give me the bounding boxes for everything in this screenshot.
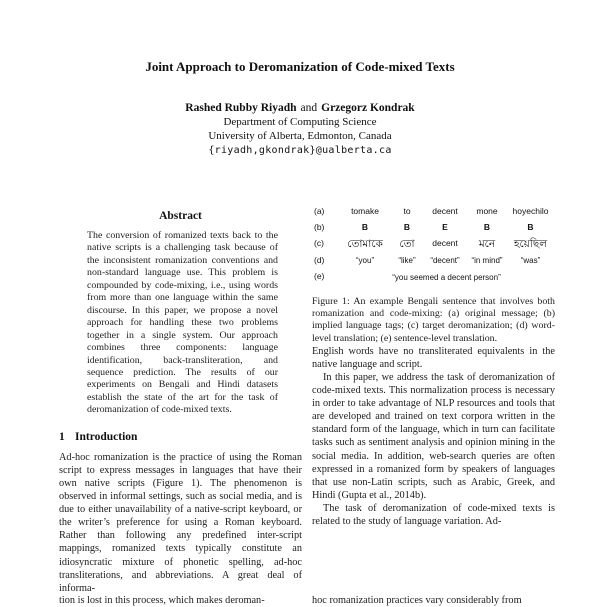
figure1-row-label: (c) <box>314 238 324 248</box>
figure1-caption: Figure 1: An example Bengali sentence that involves both romanization and code-mixing: (a) original message; (b) implied language tags; (c) target deromanization; (d) word-level translation; (e) sentence-level translation. <box>312 296 555 344</box>
paper-title: Joint Approach to Deromanization of Code-mixed Texts <box>145 59 455 74</box>
figure1-row-label: (b) <box>314 221 325 232</box>
right-column <box>312 203 555 593</box>
right-column-clipped-line: hoc romanization practices vary considerably from <box>312 595 522 606</box>
figure1-gloss: “in mind” <box>471 255 503 265</box>
author-emails: {riyadh,gkondrak}@ualberta.ca <box>208 145 392 156</box>
figure1-native-word: decent <box>432 238 458 248</box>
figure1-gloss: “you” <box>355 255 375 265</box>
figure1-language-tag: B <box>527 221 534 232</box>
figure1-native-word: তোমাকে <box>347 237 383 250</box>
figure1-language-tag: B <box>483 221 491 232</box>
affiliation-university: University of Alberta, Edmonton, Canada <box>208 130 392 142</box>
author-name-2: Grzegorz Kondrak <box>321 102 415 114</box>
figure1-native-word: হয়েছিল <box>513 237 548 250</box>
author-name-1: Rashed Rubby Riyadh <box>185 102 297 114</box>
figure1-native-word: তো <box>399 237 415 250</box>
section-number: 1 <box>59 430 65 443</box>
figure1-row-label: (d) <box>314 254 325 265</box>
figure1-gloss: “decent” <box>430 255 460 265</box>
right-paragraph-2: In this paper, we address the task of deromanization of code-mixed texts. This normalization process is necessary in order to take advantage of NLP resources and tools that are developed and trained on text corpora written in the standard form of the language, which in turn can facilitate tasks such as sentiment analysis and opinion mining in the social media. In addition, web-search queries are often expressed in a romanized form by speakers of languages that use non-Latin scripts, such as Arabic, Greek, and Hindi (Gupta et al., 2014b). <box>312 372 555 501</box>
figure1-cell: decent <box>432 205 458 216</box>
figure1-table <box>312 203 555 284</box>
figure1-cell: mone <box>476 205 498 216</box>
author-conjunction: and <box>300 102 318 114</box>
figure1-sentence-translation: “you seemed a decent person” <box>392 272 501 282</box>
figure1-language-tag: B <box>403 221 411 232</box>
right-paragraph-1: English words have no transliterated equivalents in the native language and script. <box>312 345 555 370</box>
figure1-gloss: “was” <box>520 255 541 265</box>
left-column-clipped-line: tion is lost in this process, which makes deroman- <box>59 595 265 606</box>
author-line <box>0 101 600 115</box>
introduction-paragraph-1: Ad-hoc romanization is the practice of using the Roman script to express messages in languages that have their own native scripts (Figure 1). The phenomenon is observed in informal settings, such as social media, and is due to either unavailability of a native-script keyboard, or the writer’s preference for using a Roman keyboard. Rather than following any predefined inter-script mappings, romanized texts typically constitute an idiosyncratic mixture of phonetic spelling, ad-hoc transliterations, and abbreviations. A great deal of informa- <box>59 451 302 594</box>
affiliation-department: Department of Computing Science <box>223 116 377 128</box>
figure1-language-tag: E <box>442 221 448 232</box>
left-column <box>59 210 302 593</box>
right-paragraph-3: The task of deromanization of code-mixed texts is related to the study of language variation. Ad- <box>312 502 555 528</box>
abstract-heading: Abstract <box>159 210 202 222</box>
figure1-row-label: (e) <box>314 270 325 281</box>
figure1-gloss: “like” <box>398 255 416 265</box>
figure1-cell: tomake <box>351 205 379 216</box>
figure1-language-tag: B <box>361 221 369 232</box>
section-heading-introduction <box>59 431 302 443</box>
figure1-cell: hoyechilo <box>512 205 549 216</box>
abstract-body: The conversion of romanized texts back to the native scripts is a challenging task because of the inconsistent romanization conventions and non-standard language use. This problem is compounded by code-mixing, i.e., using words from more than one language within the same discourse. In this paper, we propose a novel approach for handling these two problems together in a single system. Our approach combines three components: language identification, back-transliteration, and sequence prediction. The results of our experiments on Bengali and Hindi datasets establish the state of the art for the task of deromanization of code-mixed texts. <box>87 230 278 416</box>
figure1-row-label: (a) <box>314 205 325 216</box>
section-title: Introduction <box>75 430 138 443</box>
figure1-native-word: মনে <box>478 237 496 250</box>
author-block <box>0 101 600 158</box>
figure1-cell: to <box>403 205 411 216</box>
